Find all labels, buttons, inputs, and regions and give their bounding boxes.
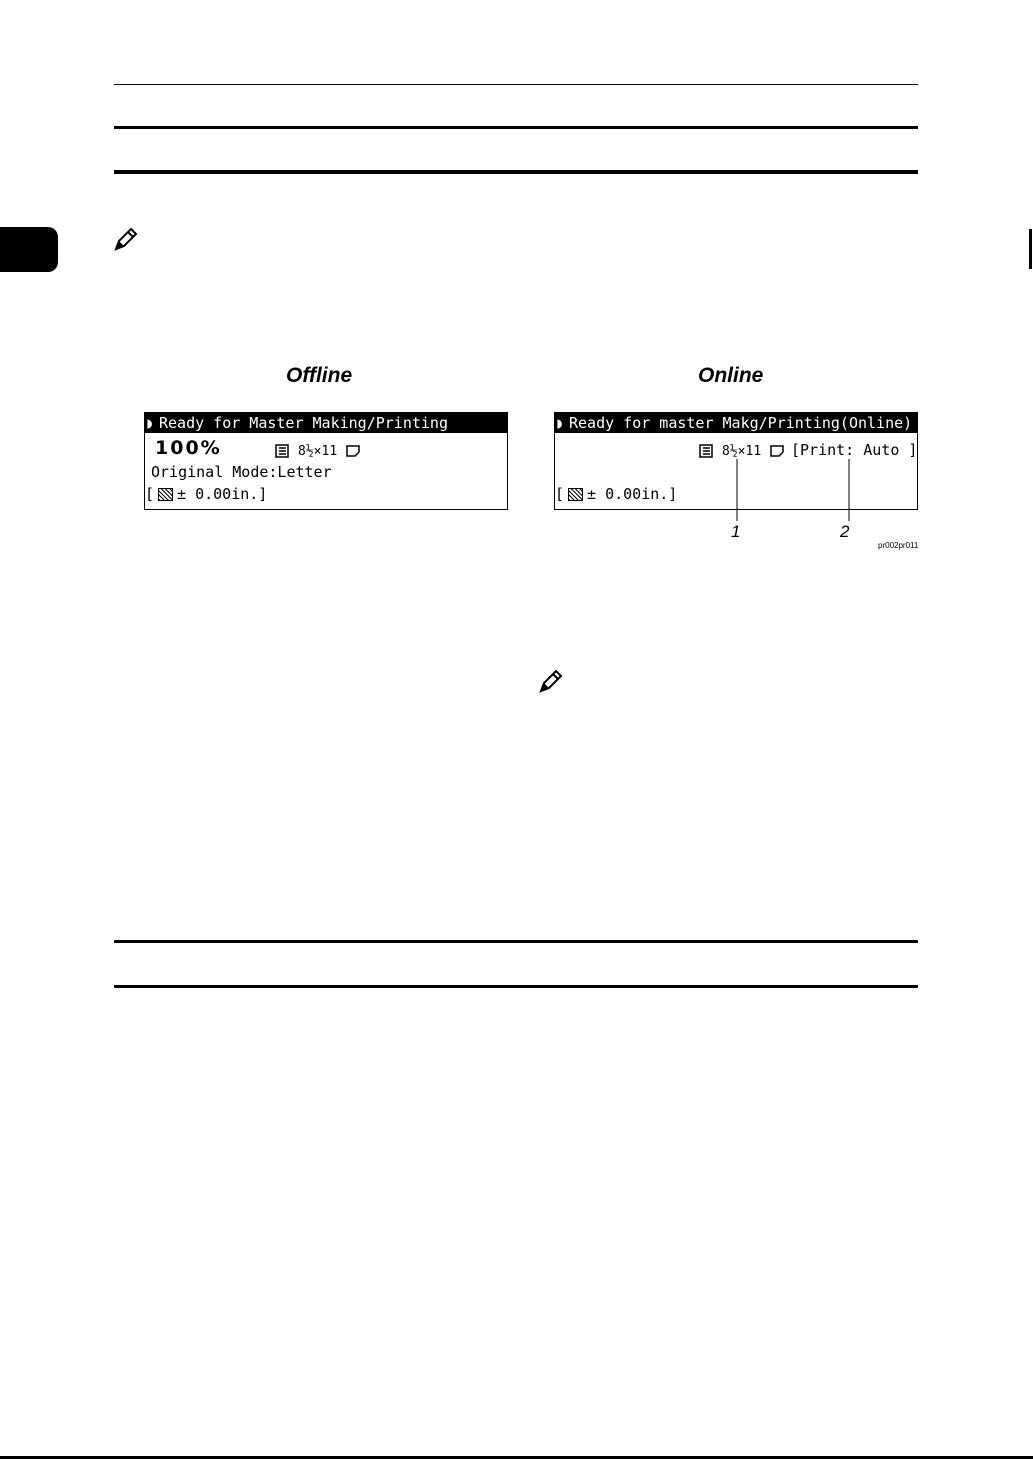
online-shift-row: [ ± 0.00in.]	[555, 485, 678, 503]
status-moon-icon: ◗	[145, 414, 155, 432]
offline-shift-row: [ ± 0.00in.]	[145, 485, 268, 503]
online-caption: Online	[698, 364, 764, 387]
print-mode-indicator: [Print: Auto ]	[791, 441, 918, 459]
offline-status-text: Ready for Master Making/Printing	[159, 414, 448, 432]
paper-size: 8½×11	[298, 444, 338, 459]
image-code: pr002pr011	[878, 541, 919, 550]
offline-mode-row: Original Mode:Letter	[151, 463, 332, 481]
reproduction-ratio: 100%	[155, 437, 222, 459]
section2-rule-bottom	[114, 985, 918, 988]
callout-1: 1	[731, 522, 741, 541]
callout-2: 2	[840, 522, 850, 541]
section2-rule-top	[114, 940, 918, 943]
pencil-note-icon	[538, 668, 564, 694]
paper-size: 8½×11	[722, 444, 762, 459]
offline-caption: Offline	[286, 364, 353, 387]
image-shift-value: ± 0.00in.]	[587, 485, 678, 503]
image-shift-value: ± 0.00in.]	[177, 485, 268, 503]
online-status-text: Ready for master Makg/Printing(Online)	[569, 414, 913, 432]
status-moon-icon: ◗	[555, 414, 565, 432]
callout-lines	[0, 0, 1033, 600]
